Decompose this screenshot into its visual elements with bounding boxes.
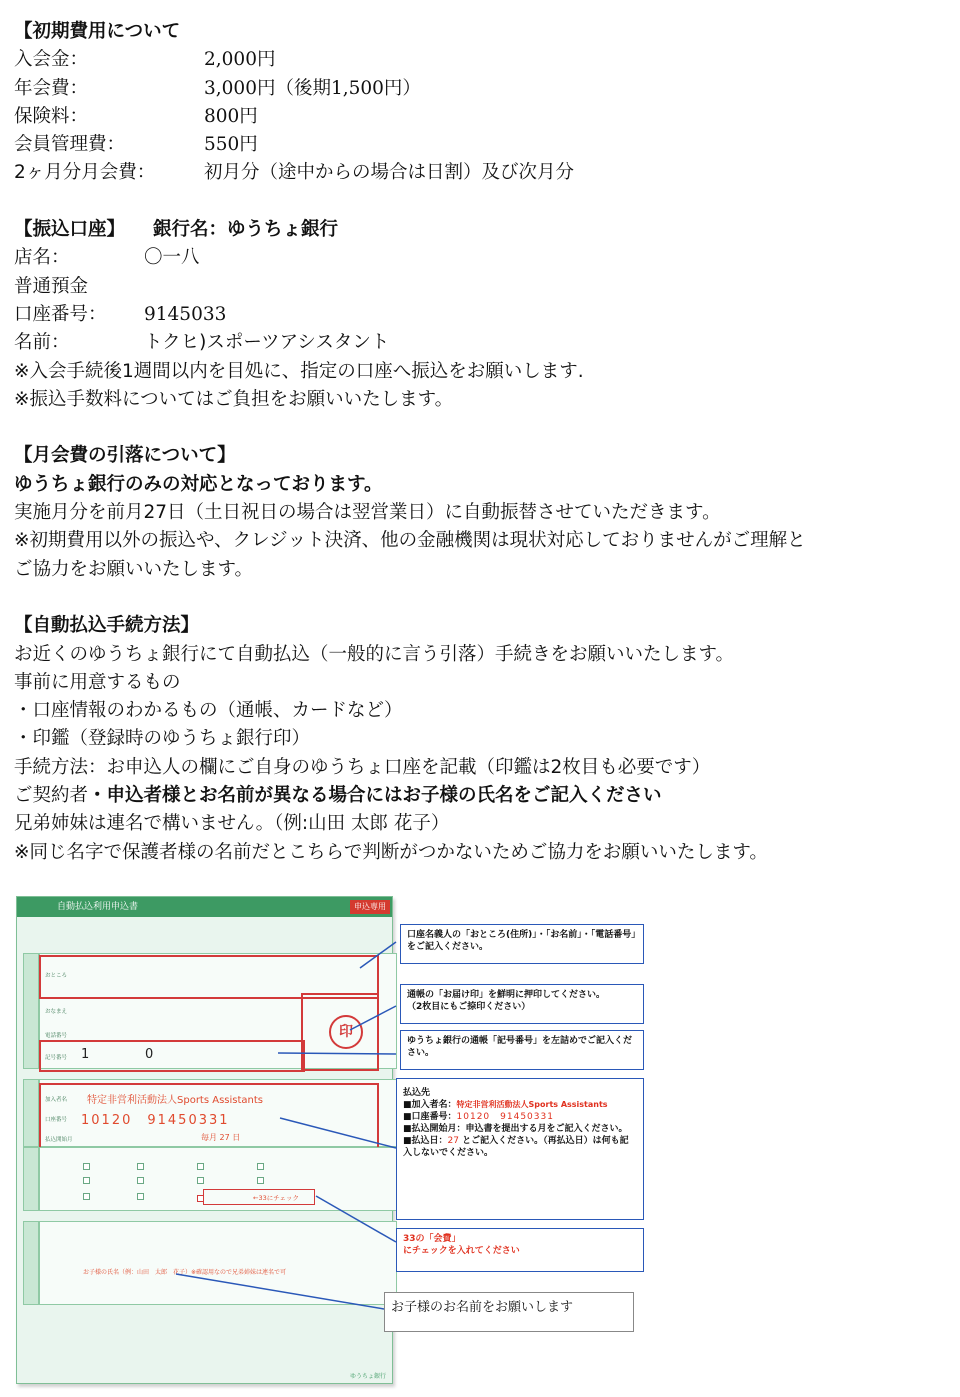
- form-title: 自動払込利用申込書: [57, 902, 139, 912]
- autopay-line: 事前に用意するもの: [14, 671, 181, 693]
- autopay-line-mixed: [14, 782, 954, 810]
- form-tag: 申込専用: [350, 900, 390, 914]
- payee-account-label: 口座番号: [45, 1117, 68, 1123]
- monthly-line: ご協力をお願いいたします。: [14, 558, 254, 580]
- fee-label: 会員管理費：: [14, 134, 126, 156]
- transfer-row: [14, 273, 954, 301]
- callout-payee-start: ■払込開始月：申込書を提出する月をご記入ください。: [403, 1124, 628, 1134]
- callout-payee-row: [403, 1135, 637, 1159]
- callout-account-number: ゆうちょ銀行の通帳「記号番号」を左詰めでご記入ください。: [400, 1030, 644, 1070]
- fee-label: 保険料：: [14, 105, 89, 127]
- callout-address-name-phone: 口座名義人の「おところ(住所)」・「お名前」・「電話番号」をご記入ください。: [400, 924, 644, 964]
- bank-name: 銀行名：ゆうちょ銀行: [153, 219, 339, 241]
- autopay-normal-part: ご契約者: [14, 785, 89, 807]
- autopay-heading: 【自動払込手続方法】: [14, 615, 200, 637]
- payee-account-value: 10120 91450331: [456, 1112, 554, 1122]
- footer-logo: ゆうちょ銀行: [349, 1373, 386, 1380]
- payment-day-value: 27: [447, 1136, 459, 1146]
- fee-row: [14, 103, 954, 131]
- fee-value: 2,000円: [204, 49, 276, 71]
- autopay-line: ・印鑑（登録時のゆうちょ銀行印）: [14, 728, 311, 750]
- autopay-bold-part: ・申込者様とお名前が異なる場合にはお子様の氏名をご記入ください: [88, 785, 662, 807]
- autopay-line: お近くのゆうちょ銀行にて自動払込（一般的に言う引落）手続きをお願いいたします。: [14, 643, 735, 665]
- autopay-line: 手続方法：お申込人の欄にご自身のゆうちょ口座を記載（印鑑は2枚目も必要です）: [14, 756, 711, 778]
- transfer-row: [14, 244, 954, 272]
- payee-label: 加入者名: [45, 1097, 68, 1103]
- phone-label: 電話番号: [45, 1033, 68, 1039]
- transfer-note: ※振込手数料についてはご負担をお願いいたします。: [14, 388, 454, 410]
- transfer-row: [14, 301, 954, 329]
- fee-row: [14, 131, 954, 159]
- monthly-line: ※初期費用以外の振込や、クレジット決済、他の金融機関は現状対応しておりませんがご理解と: [14, 530, 806, 552]
- callout-child-name: お子様のお名前をお願いします: [384, 1292, 634, 1332]
- transfer-label: 口座番号：: [14, 303, 107, 325]
- fee-value: 初月分（途中からの場合は日割）及び次月分: [204, 162, 575, 184]
- callout-seal-line2: （2枚目にもご捺印ください）: [407, 1002, 531, 1012]
- monthly-heading: 【月会費の引落について】: [14, 445, 236, 467]
- transfer-value: 9145033: [144, 303, 227, 325]
- transfer-heading-row: [14, 216, 954, 244]
- monthly-bold-line: ゆうちょ銀行のみの対応となっております。: [14, 473, 383, 495]
- fee-row: [14, 159, 954, 187]
- autopay-line: ・口座情報のわかるもの（通帳、カードなど）: [14, 700, 403, 722]
- callout-fee-line2: にチェックを入れてください: [403, 1246, 520, 1256]
- callout-payee: [396, 1078, 644, 1220]
- fee-label: 年会費：: [14, 77, 89, 99]
- callout-seal: [400, 984, 644, 1024]
- transfer-label: 名前：: [14, 332, 70, 354]
- name-label: おなまえ: [45, 1009, 68, 1015]
- payee-account: 10120 91450331: [81, 1113, 230, 1128]
- payment-day-label: ■払込日：: [403, 1136, 448, 1146]
- autopay-line: 兄弟姉妹は連名で構いません。（例:山田 太郎 花子）: [14, 813, 450, 835]
- transfer-row: [14, 329, 954, 357]
- account-digit: 0: [145, 1047, 154, 1062]
- fee-label: 入会金：: [14, 49, 89, 71]
- start-month: 毎月 27 日: [201, 1133, 241, 1142]
- seal-stamp: 印: [329, 1015, 363, 1049]
- payee-name-value: 特定非営利活動法人Sports Assistants: [456, 1100, 608, 1109]
- transfer-value: 〇一八: [144, 247, 200, 269]
- account-digit: 1: [81, 1047, 90, 1062]
- callout-fee-check: [396, 1228, 644, 1272]
- transfer-heading: 【振込口座】: [14, 219, 126, 241]
- payee-account-label: ■口座番号：: [403, 1112, 457, 1122]
- fee-row: [14, 46, 954, 74]
- transfer-value: トクヒ)スポーツアシスタント: [144, 332, 390, 354]
- transfer-label: 店名：: [14, 247, 70, 269]
- payee-name-label: ■加入者名：: [403, 1100, 457, 1110]
- start-label: 払込開始月: [45, 1137, 73, 1143]
- autopay-line: ※同じ名字で保護者様の名前だとこちらで判断がつかないためご協力をお願いいたします。: [14, 841, 768, 863]
- transfer-note: ※入会手続後1週間以内を目処に、指定の口座へ振込をお願いします.: [14, 360, 584, 382]
- callout-payee-row: [403, 1099, 637, 1111]
- payment-day-rest: とご記入ください。（再払込日）は何も記入しないでください。: [403, 1136, 629, 1158]
- monthly-line: 実施月分を前月27日（土日祝日の場合は翌営業日）に自動振替させていただきます。: [14, 502, 721, 524]
- callout-payee-title: 払込先: [403, 1088, 431, 1098]
- address-label: おところ: [45, 973, 68, 979]
- account-label: 記号番号: [45, 1055, 68, 1061]
- payee-name: 特定非営利活動法人Sports Assistants: [87, 1095, 264, 1106]
- transfer-label: 普通預金: [14, 275, 89, 297]
- form-illustration: [16, 896, 656, 1388]
- fee-value: 800円: [204, 105, 258, 127]
- callout-fee-line1: 33の「会費」: [403, 1234, 461, 1244]
- document-body: [14, 18, 954, 867]
- initial-fees-heading: 【初期費用について: [14, 21, 181, 42]
- check-note: ←33にチェック: [253, 1194, 300, 1202]
- callout-payee-row: [403, 1111, 637, 1123]
- fee-row: [14, 75, 954, 103]
- child-name-example: お子様の氏名（例：山田 太郎 花子）※確認用なので兄弟姉妹は連名で可: [83, 1269, 287, 1276]
- fee-label: 2ヶ月分月会費：: [14, 162, 156, 184]
- callout-seal-line1: 通帳の「お届け印」を鮮明に押印してください。: [407, 990, 606, 1000]
- fee-value: 550円: [204, 134, 258, 156]
- fee-value: 3,000円（後期1,500円）: [204, 77, 421, 99]
